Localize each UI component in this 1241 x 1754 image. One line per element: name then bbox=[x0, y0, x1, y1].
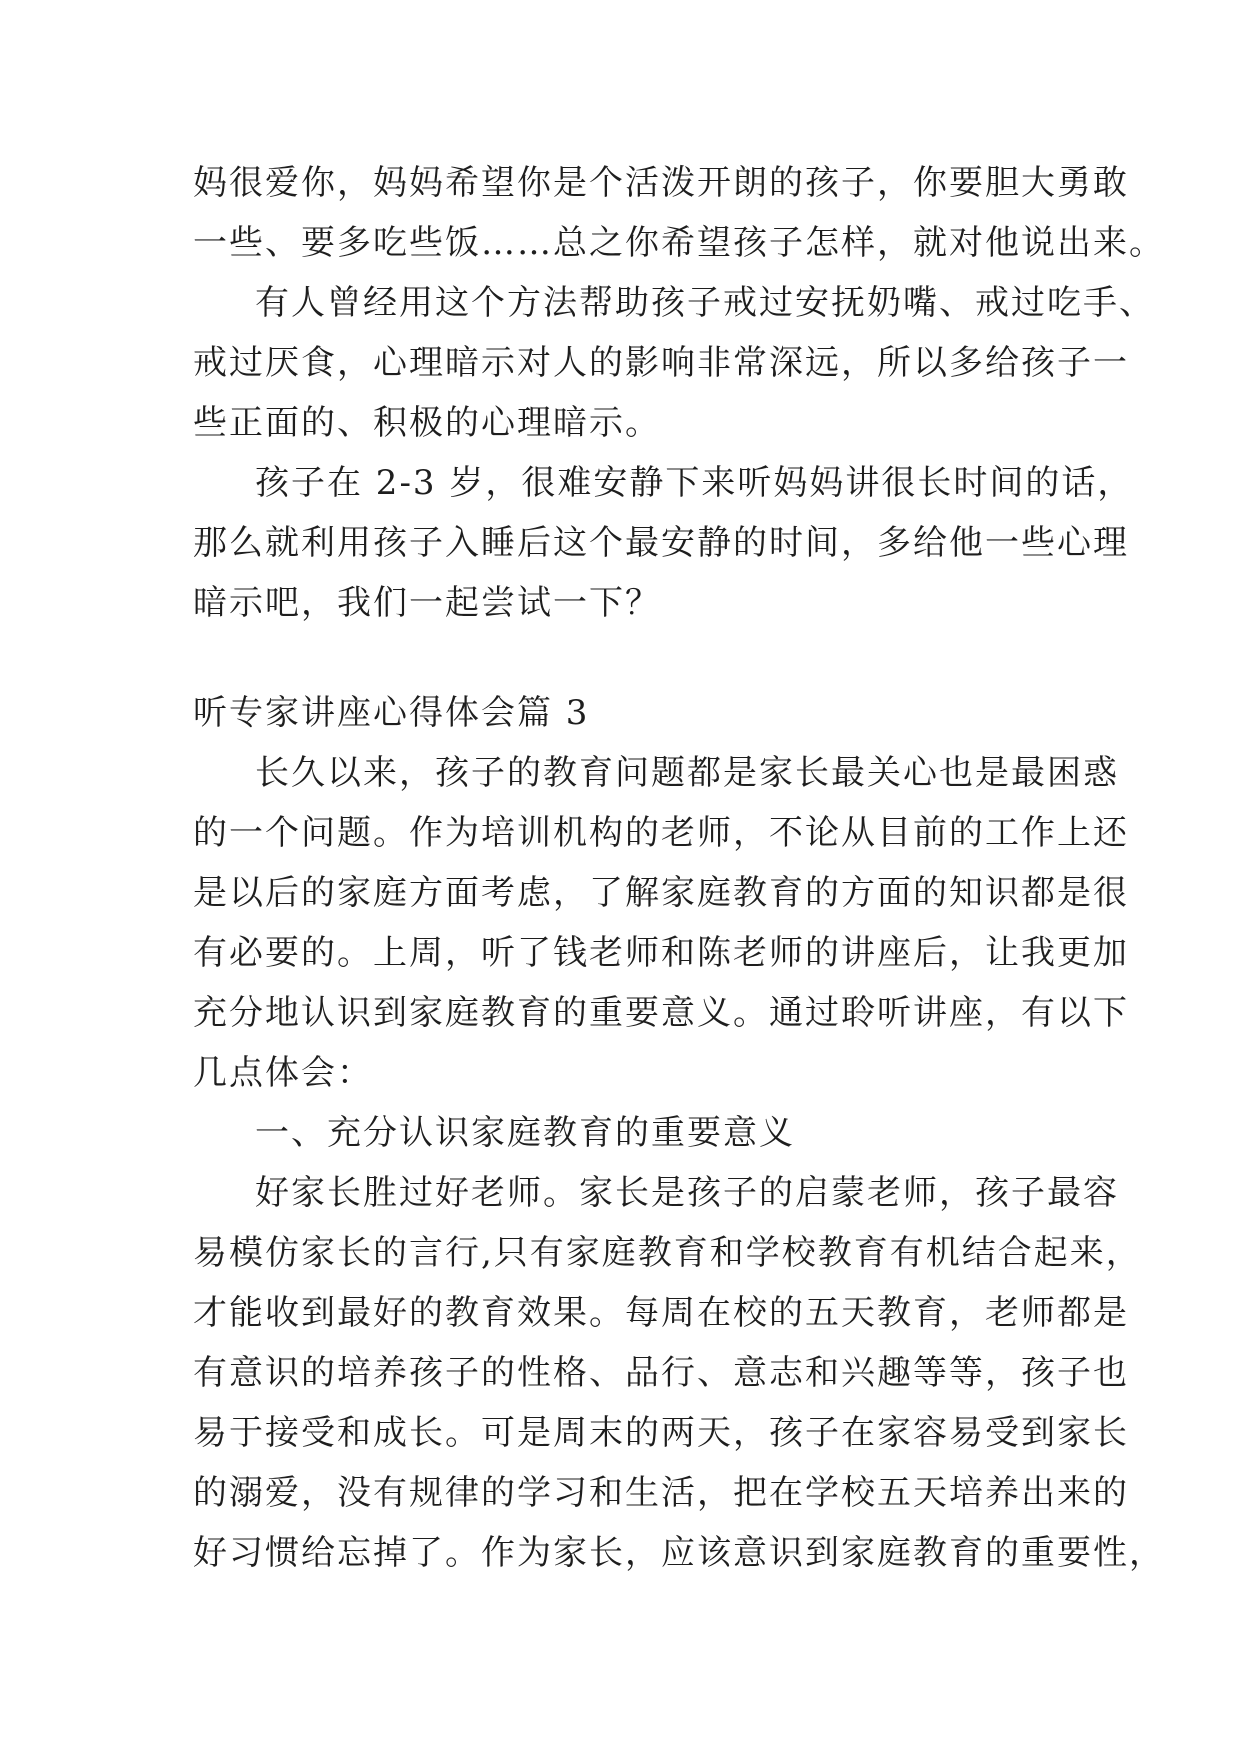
section-heading: 听专家讲座心得体会篇 3 bbox=[193, 693, 590, 733]
paragraph-line: 那么就利用孩子入睡后这个最安静的时间，多给他一些心理 bbox=[193, 523, 1129, 563]
subheading-line: 一、充分认识家庭教育的重要意义 bbox=[255, 1113, 795, 1153]
paragraph-line: 妈很爱你，妈妈希望你是个活泼开朗的孩子，你要胆大勇敢 bbox=[193, 163, 1129, 203]
paragraph-line: 有意识的培养孩子的性格、品行、意志和兴趣等等，孩子也 bbox=[193, 1353, 1129, 1393]
paragraph-line: 有人曾经用这个方法帮助孩子戒过安抚奶嘴、戒过吃手、 bbox=[255, 283, 1155, 323]
paragraph-line: 长久以来，孩子的教育问题都是家长最关心也是最困惑 bbox=[255, 753, 1119, 793]
paragraph-line: 易模仿家长的言行,只有家庭教育和学校教育有机结合起来， bbox=[193, 1233, 1142, 1273]
paragraph-line: 一些、要多吃些饭……总之你希望孩子怎样，就对他说出来。 bbox=[193, 223, 1165, 263]
paragraph-line: 的溺爱，没有规律的学习和生活，把在学校五天培养出来的 bbox=[193, 1473, 1129, 1513]
paragraph-line: 才能收到最好的教育效果。每周在校的五天教育，老师都是 bbox=[193, 1293, 1129, 1333]
paragraph-line: 易于接受和成长。可是周末的两天，孩子在家容易受到家长 bbox=[193, 1413, 1129, 1453]
paragraph-line: 几点体会： bbox=[193, 1053, 373, 1093]
paragraph-line: 些正面的、积极的心理暗示。 bbox=[193, 403, 661, 443]
paragraph-line: 有必要的。上周，听了钱老师和陈老师的讲座后，让我更加 bbox=[193, 933, 1129, 973]
paragraph-line: 孩子在 2-3 岁，很难安静下来听妈妈讲很长时间的话， bbox=[255, 463, 1134, 503]
paragraph-line: 好家长胜过好老师。家长是孩子的启蒙老师，孩子最容 bbox=[255, 1173, 1119, 1213]
paragraph-line: 的一个问题。作为培训机构的老师，不论从目前的工作上还 bbox=[193, 813, 1129, 853]
paragraph-line: 充分地认识到家庭教育的重要意义。通过聆听讲座，有以下 bbox=[193, 993, 1129, 1033]
paragraph-line: 戒过厌食，心理暗示对人的影响非常深远，所以多给孩子一 bbox=[193, 343, 1129, 383]
paragraph-line: 暗示吧，我们一起尝试一下？ bbox=[193, 583, 661, 623]
paragraph-line: 好习惯给忘掉了。作为家长，应该意识到家庭教育的重要性， bbox=[193, 1533, 1165, 1573]
paragraph-line: 是以后的家庭方面考虑，了解家庭教育的方面的知识都是很 bbox=[193, 873, 1129, 913]
